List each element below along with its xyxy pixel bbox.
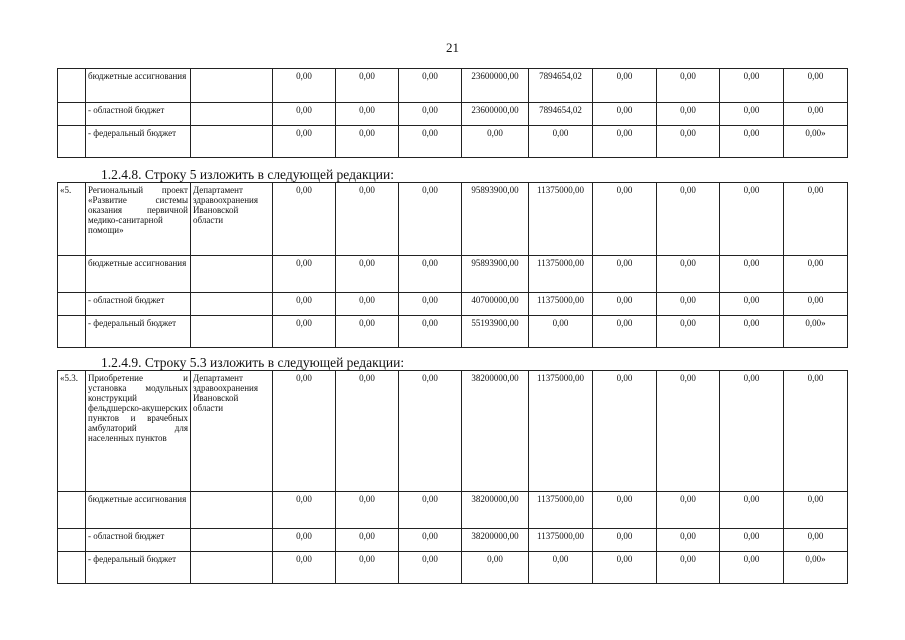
value-cell: 0,00: [593, 183, 657, 256]
value-cell: 0,00: [784, 492, 848, 529]
value-cell: 0,00: [273, 293, 336, 316]
value-cell: 0,00: [336, 126, 399, 158]
value-cell: 0,00: [593, 256, 657, 293]
value-cell: 7894654,02: [529, 103, 593, 126]
value-cell: 38200000,00: [462, 529, 529, 552]
row-executor-cell: [191, 103, 273, 126]
value-cell: 0,00: [529, 316, 593, 348]
value-cell: 0,00: [720, 293, 784, 316]
row-name-cell: - федеральный бюджет: [86, 126, 191, 158]
value-cell: 38200000,00: [462, 492, 529, 529]
value-cell: 0,00: [593, 69, 657, 103]
section-heading-1-2-4-8: 1.2.4.8. Строку 5 изложить в следующей редакции:: [101, 167, 394, 182]
row-name-cell: - областной бюджет: [86, 103, 191, 126]
value-cell: 0,00: [336, 69, 399, 103]
value-cell: 0,00: [784, 69, 848, 103]
value-cell: 0,00: [720, 256, 784, 293]
value-cell: 0,00: [784, 293, 848, 316]
row-executor-cell: [191, 316, 273, 348]
value-cell: 0,00: [657, 69, 720, 103]
value-cell: 0,00: [336, 492, 399, 529]
value-cell: 0,00: [336, 371, 399, 492]
value-cell: 11375000,00: [529, 183, 593, 256]
row-index-cell: [58, 529, 86, 552]
value-cell: 0,00: [273, 103, 336, 126]
value-cell: 55193900,00: [462, 316, 529, 348]
value-cell: 0,00: [593, 293, 657, 316]
value-cell: 0,00: [784, 371, 848, 492]
row-index-cell: «5.: [58, 183, 86, 256]
value-cell: 0,00: [720, 183, 784, 256]
table-row: [58, 552, 848, 584]
row-executor-cell: Департамент здравоохранения Ивановской области: [191, 371, 273, 492]
value-cell: 0,00: [399, 316, 462, 348]
table-row: [58, 126, 848, 158]
value-cell: 0,00: [273, 316, 336, 348]
table-row: [58, 371, 848, 492]
value-cell: 11375000,00: [529, 256, 593, 293]
table-row: [58, 293, 848, 316]
value-cell: 0,00: [399, 183, 462, 256]
value-cell: 0,00: [399, 126, 462, 158]
value-cell: 0,00: [657, 492, 720, 529]
value-cell: 0,00: [657, 103, 720, 126]
table-row: [58, 183, 848, 256]
value-cell: 11375000,00: [529, 492, 593, 529]
row-name-cell: бюджетные ассигнования: [86, 492, 191, 529]
value-cell: 0,00: [273, 126, 336, 158]
value-cell: 0,00: [593, 103, 657, 126]
value-cell: 0,00: [336, 316, 399, 348]
row-index-cell: [58, 552, 86, 584]
value-cell: 0,00: [399, 69, 462, 103]
value-cell: 0,00: [657, 316, 720, 348]
value-cell: 0,00»: [784, 552, 848, 584]
row-name-cell: - областной бюджет: [86, 293, 191, 316]
value-cell: 0,00: [273, 183, 336, 256]
value-cell: 0,00: [273, 371, 336, 492]
value-cell: 0,00: [273, 529, 336, 552]
value-cell: 0,00: [529, 126, 593, 158]
row-index-cell: [58, 492, 86, 529]
value-cell: 0,00: [720, 552, 784, 584]
row-executor-cell: [191, 293, 273, 316]
budget-table-continuation: [57, 68, 848, 158]
value-cell: 0,00: [399, 103, 462, 126]
value-cell: 0,00: [657, 183, 720, 256]
table-row: [58, 492, 848, 529]
value-cell: 0,00: [720, 103, 784, 126]
value-cell: 0,00: [273, 552, 336, 584]
budget-table-row-5-3: [57, 370, 848, 584]
row-name-cell: - федеральный бюджет: [86, 316, 191, 348]
value-cell: 0,00: [657, 552, 720, 584]
value-cell: 0,00: [273, 492, 336, 529]
row-executor-cell: Департамент здравоохранения Ивановской области: [191, 183, 273, 256]
row-index-cell: «5.3.: [58, 371, 86, 492]
value-cell: 0,00: [336, 552, 399, 584]
table-row: [58, 316, 848, 348]
row-executor-cell: [191, 529, 273, 552]
row-name-cell: бюджетные ассигнования: [86, 69, 191, 103]
row-executor-cell: [191, 69, 273, 103]
value-cell: 0,00: [336, 103, 399, 126]
value-cell: 0,00: [399, 552, 462, 584]
value-cell: 0,00: [657, 293, 720, 316]
table-row: [58, 103, 848, 126]
value-cell: 0,00: [784, 529, 848, 552]
value-cell: 38200000,00: [462, 371, 529, 492]
row-name-cell: - областной бюджет: [86, 529, 191, 552]
value-cell: 0,00: [657, 126, 720, 158]
value-cell: 0,00: [593, 371, 657, 492]
value-cell: 23600000,00: [462, 103, 529, 126]
row-index-cell: [58, 69, 86, 103]
row-index-cell: [58, 293, 86, 316]
table-row: [58, 529, 848, 552]
value-cell: 0,00: [720, 69, 784, 103]
value-cell: 0,00: [336, 183, 399, 256]
value-cell: 0,00: [720, 529, 784, 552]
row-index-cell: [58, 126, 86, 158]
value-cell: 0,00: [784, 103, 848, 126]
value-cell: 0,00: [462, 552, 529, 584]
row-executor-cell: [191, 126, 273, 158]
value-cell: 0,00: [399, 293, 462, 316]
row-name-cell: бюджетные ассигнования: [86, 256, 191, 293]
value-cell: 11375000,00: [529, 529, 593, 552]
value-cell: 0,00: [399, 529, 462, 552]
value-cell: 95893900,00: [462, 256, 529, 293]
row-name-cell: Приобретение и установка модульных конструкций фельдшерско-акушерских пунктов и врачебных амбулаторий для населенных пунктов: [86, 371, 191, 492]
value-cell: 0,00: [657, 529, 720, 552]
value-cell: 0,00: [273, 69, 336, 103]
value-cell: 0,00: [462, 126, 529, 158]
value-cell: 7894654,02: [529, 69, 593, 103]
section-heading-1-2-4-9: 1.2.4.9. Строку 5.3 изложить в следующей редакции:: [101, 355, 405, 370]
value-cell: 0,00: [784, 183, 848, 256]
value-cell: 95893900,00: [462, 183, 529, 256]
value-cell: 0,00: [336, 256, 399, 293]
value-cell: 0,00: [657, 371, 720, 492]
value-cell: 0,00: [399, 371, 462, 492]
page-number: 21: [446, 40, 459, 55]
value-cell: 0,00»: [784, 126, 848, 158]
value-cell: 0,00: [529, 552, 593, 584]
budget-table-row-5: [57, 182, 848, 348]
row-executor-cell: [191, 552, 273, 584]
value-cell: 0,00: [593, 529, 657, 552]
value-cell: 0,00: [399, 256, 462, 293]
value-cell: 0,00: [593, 126, 657, 158]
row-index-cell: [58, 316, 86, 348]
value-cell: 0,00: [273, 256, 336, 293]
row-executor-cell: [191, 492, 273, 529]
row-index-cell: [58, 103, 86, 126]
value-cell: 0,00: [336, 529, 399, 552]
value-cell: 0,00: [336, 293, 399, 316]
row-name-cell: Региональный проект «Развитие системы оказания первичной медико-санитарной помощи»: [86, 183, 191, 256]
value-cell: 0,00: [657, 256, 720, 293]
row-name-cell: - федеральный бюджет: [86, 552, 191, 584]
value-cell: 40700000,00: [462, 293, 529, 316]
table-row: [58, 256, 848, 293]
value-cell: 11375000,00: [529, 371, 593, 492]
value-cell: 0,00: [593, 492, 657, 529]
row-index-cell: [58, 256, 86, 293]
value-cell: 23600000,00: [462, 69, 529, 103]
value-cell: 0,00: [720, 371, 784, 492]
value-cell: 0,00: [784, 256, 848, 293]
row-executor-cell: [191, 256, 273, 293]
value-cell: 0,00: [720, 126, 784, 158]
value-cell: 11375000,00: [529, 293, 593, 316]
value-cell: 0,00: [593, 316, 657, 348]
value-cell: 0,00: [720, 492, 784, 529]
value-cell: 0,00: [593, 552, 657, 584]
value-cell: 0,00: [720, 316, 784, 348]
value-cell: 0,00: [399, 492, 462, 529]
table-row: [58, 69, 848, 103]
value-cell: 0,00»: [784, 316, 848, 348]
